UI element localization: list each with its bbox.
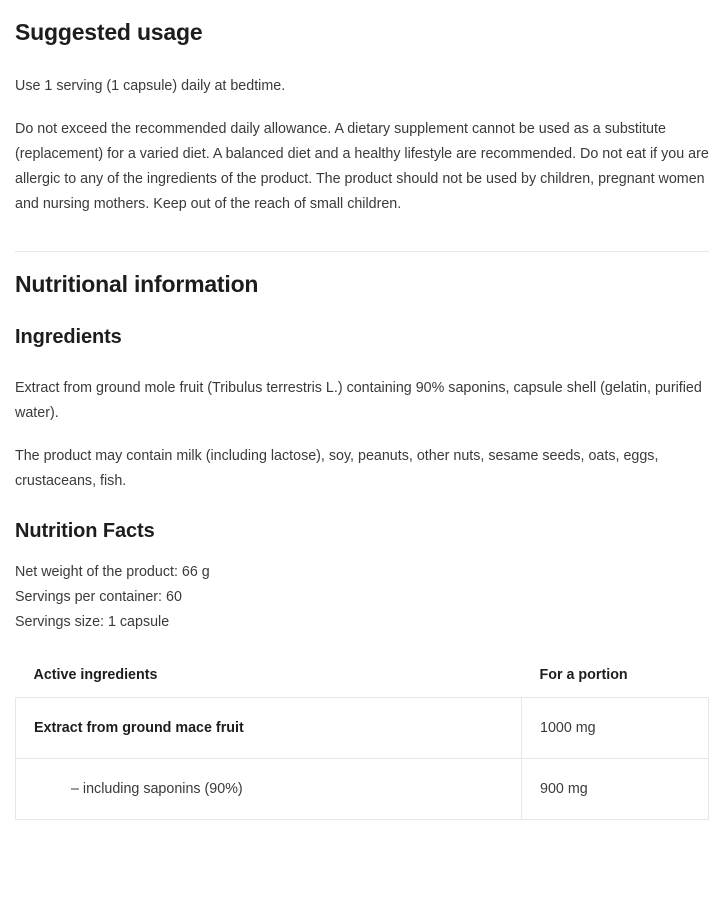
table-head	[16, 657, 709, 698]
section-divider	[15, 251, 709, 252]
suggested-usage-heading: Suggested usage	[15, 19, 203, 45]
nutritional-information-heading: Nutritional information	[15, 270, 259, 297]
ingredient-name: Extract from ground mace fruit	[16, 697, 522, 758]
column-header-for-a-portion: For a portion	[539, 666, 628, 683]
ingredients-paragraph-1: Extract from ground mole fruit (Tribulus terrestris L.) containing 90% saponins, capsule shell (gelatin, purified water).	[15, 379, 702, 421]
suggested-usage-paragraph-2: Do not exceed the recommended daily allowance. A dietary supplement cannot be used as a substitute (replacement) for a varied diet. A balanced diet and a healthy lifestyle are recommended. Do not eat if you are allergic to any of the ingredients of the product. The product should not be used by children, pregnant women and nursing mothers. Keep out of the reach of small children.	[15, 120, 709, 212]
ingredient-name: – including saponins (90%)	[16, 758, 522, 819]
column-header-active-ingredients: Active ingredients	[33, 666, 158, 683]
document-page	[0, 18, 724, 820]
table-row	[16, 697, 709, 758]
spacer	[15, 48, 709, 74]
ingredients-heading: Ingredients	[15, 325, 122, 348]
table-header-row	[16, 657, 709, 698]
servings-per-container-line: Servings per container: 60	[15, 588, 182, 605]
nutrition-facts-lines	[15, 560, 709, 635]
spacer	[15, 99, 709, 117]
net-weight-line: Net weight of the product: 66 g	[15, 563, 210, 580]
ingredients-allergen-paragraph: The product may contain milk (including lactose), soy, peanuts, other nuts, sesame seeds, oats, eggs, crustaceans, fish.	[15, 447, 659, 489]
ingredient-amount: 1000 mg	[522, 697, 709, 758]
nutrition-facts-heading: Nutrition Facts	[15, 519, 155, 542]
suggested-usage-paragraph-1: Use 1 serving (1 capsule) daily at bedtime.	[15, 77, 286, 94]
serving-size-line: Servings size: 1 capsule	[15, 613, 170, 630]
table-body	[16, 697, 709, 819]
ingredient-amount: 900 mg	[522, 758, 709, 819]
spacer	[15, 350, 709, 376]
spacer	[15, 426, 709, 444]
table-row	[16, 758, 709, 819]
nutrition-facts-table	[15, 657, 709, 820]
